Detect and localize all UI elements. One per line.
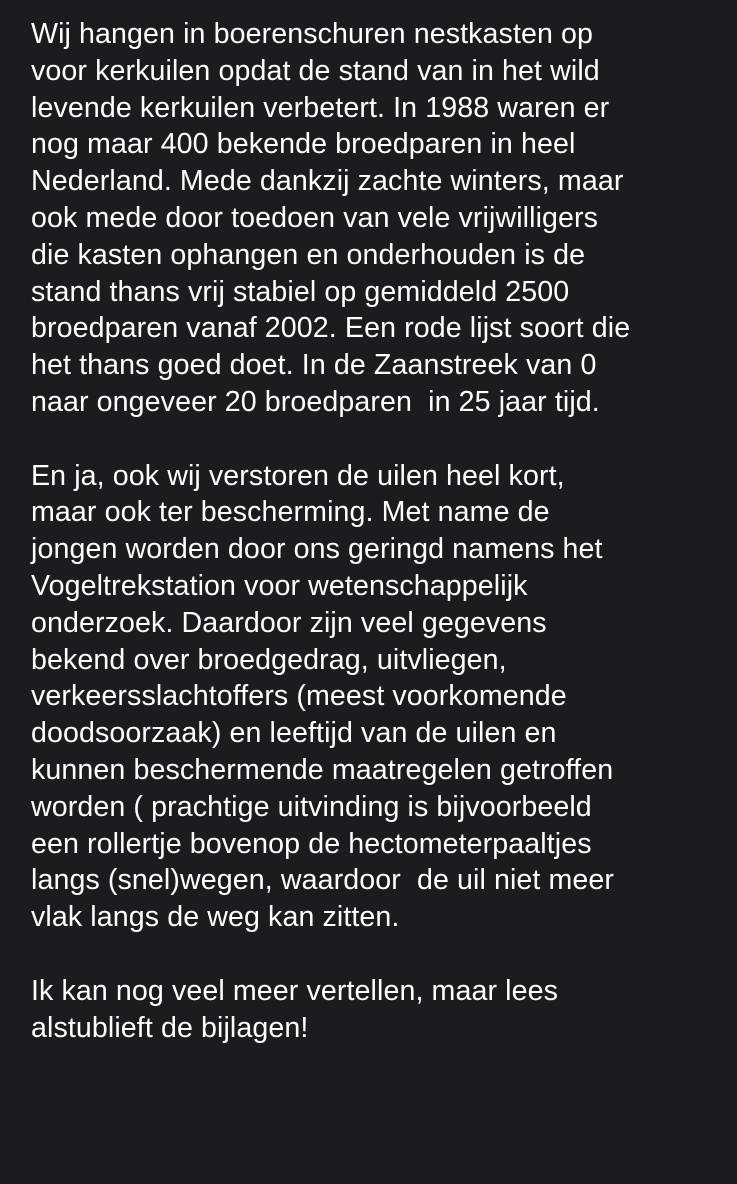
text-line: vlak langs de weg kan zitten. [31, 901, 400, 934]
text-line: kunnen beschermende maatregelen getroffen [31, 753, 614, 786]
text-line: alstublieft de bijlagen! [31, 1011, 309, 1044]
text-line: Nederland. Mede dankzij zachte winters, maar [31, 165, 624, 198]
text-line: maar ook ter bescherming. Met name de [31, 496, 550, 529]
text-line: verkeersslachtoffers (meest voorkomende [31, 680, 567, 713]
text-line: het thans goed doet. In de Zaanstreek van 0 [31, 349, 597, 382]
text-line: stand thans vrij stabiel op gemiddeld 2500 [31, 275, 570, 308]
paragraph-spacer [31, 421, 717, 458]
text-line: jongen worden door ons geringd namens het [31, 533, 603, 566]
message-paragraph-2 [31, 458, 717, 936]
text-line: levende kerkuilen verbetert. In 1988 waren er [31, 91, 610, 124]
text-line: bekend over broedgedrag, uitvliegen, [31, 643, 507, 676]
text-line: die kasten ophangen en onderhouden is de [31, 238, 586, 271]
text-line: Vogeltrekstation voor wetenschappelijk [31, 569, 528, 602]
text-line: En ja, ook wij verstoren de uilen heel kort, [31, 459, 565, 492]
text-line: broedparen vanaf 2002. Een rode lijst soort die [31, 312, 631, 345]
text-line: naar ongeveer 20 broedparen in 25 jaar tijd. [31, 385, 600, 418]
paragraph-spacer [31, 936, 717, 973]
text-line: voor kerkuilen opdat de stand van in het wild [31, 54, 600, 87]
text-line: ook mede door toedoen van vele vrijwilligers [31, 201, 599, 234]
text-line: een rollertje bovenop de hectometerpaaltjes [31, 827, 592, 860]
text-line: Wij hangen in boerenschuren nestkasten op [31, 18, 594, 50]
message-paragraph-1 [31, 16, 717, 421]
text-line: Ik kan nog veel meer vertellen, maar lees [31, 974, 558, 1007]
text-line: onderzoek. Daardoor zijn veel gegevens [31, 606, 547, 639]
text-line: nog maar 400 bekende broedparen in heel [31, 128, 576, 161]
text-line: worden ( prachtige uitvinding is bijvoorbeeld [31, 790, 592, 823]
text-line: doodsoorzaak) en leeftijd van de uilen en [31, 717, 557, 750]
text-line: langs (snel)wegen, waardoor de uil niet meer [31, 864, 615, 897]
message-paragraph-3 [31, 973, 717, 1047]
